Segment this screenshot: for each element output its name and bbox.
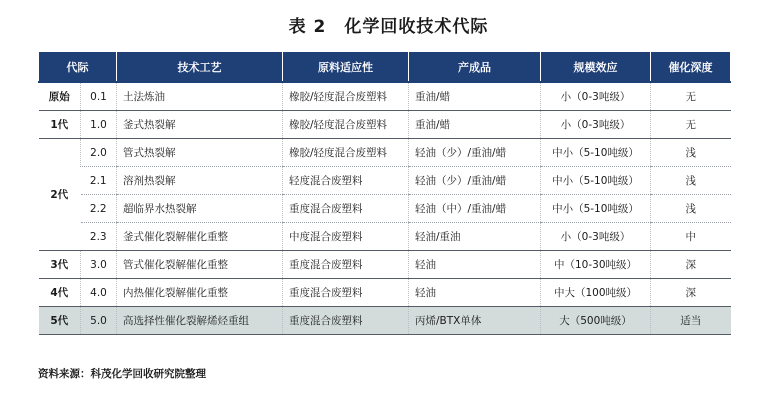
technology-cell: 釜式热裂解 <box>117 111 283 139</box>
product-cell: 轻油（少）/重油/蜡 <box>409 167 541 195</box>
header-material: 原料适应性 <box>283 52 409 82</box>
product-cell: 轻油（中）/重油/蜡 <box>409 195 541 223</box>
header-technology: 技术工艺 <box>117 52 283 82</box>
depth-cell: 深 <box>651 279 731 307</box>
scale-cell: 中小（5-10吨级） <box>541 167 651 195</box>
material-cell: 轻度混合废塑料 <box>283 167 409 195</box>
material-cell: 重度混合废塑料 <box>283 307 409 335</box>
generation-cell: 5代 <box>39 307 81 335</box>
table-row <box>39 82 731 111</box>
table-row <box>39 195 731 223</box>
table-row <box>39 111 731 139</box>
table-row <box>39 307 731 335</box>
material-cell: 橡胶/轻度混合废塑料 <box>283 111 409 139</box>
generation-cell: 4代 <box>39 279 81 307</box>
product-cell: 丙烯/BTX单体 <box>409 307 541 335</box>
product-cell: 重油/蜡 <box>409 82 541 111</box>
scale-cell: 中小（5-10吨级） <box>541 139 651 167</box>
material-cell: 中度混合废塑料 <box>283 223 409 251</box>
version-cell: 3.0 <box>81 251 117 279</box>
depth-cell: 浅 <box>651 195 731 223</box>
version-cell: 2.3 <box>81 223 117 251</box>
scale-cell: 大（500吨级） <box>541 307 651 335</box>
header-scale: 规模效应 <box>541 52 651 82</box>
technology-cell: 内热催化裂解催化重整 <box>117 279 283 307</box>
product-cell: 轻油/重油 <box>409 223 541 251</box>
depth-cell: 浅 <box>651 167 731 195</box>
scale-cell: 中小（5-10吨级） <box>541 195 651 223</box>
header-generation: 代际 <box>39 52 117 82</box>
version-cell: 4.0 <box>81 279 117 307</box>
material-cell: 橡胶/轻度混合废塑料 <box>283 139 409 167</box>
depth-cell: 深 <box>651 251 731 279</box>
product-cell: 重油/蜡 <box>409 111 541 139</box>
technology-generation-table <box>38 52 731 335</box>
scale-cell: 小（0-3吨级） <box>541 223 651 251</box>
version-cell: 5.0 <box>81 307 117 335</box>
generation-cell: 1代 <box>39 111 81 139</box>
product-cell: 轻油 <box>409 279 541 307</box>
technology-cell: 土法炼油 <box>117 82 283 111</box>
table-row <box>39 139 731 167</box>
scale-cell: 中（10-30吨级） <box>541 251 651 279</box>
technology-cell: 釜式催化裂解催化重整 <box>117 223 283 251</box>
scale-cell: 中大（100吨级） <box>541 279 651 307</box>
source-note: 资料来源：科茂化学回收研究院整理 <box>38 368 206 380</box>
version-cell: 0.1 <box>81 82 117 111</box>
table-row <box>39 251 731 279</box>
material-cell: 重度混合废塑料 <box>283 251 409 279</box>
version-cell: 2.1 <box>81 167 117 195</box>
technology-cell: 溶剂热裂解 <box>117 167 283 195</box>
technology-cell: 超临界水热裂解 <box>117 195 283 223</box>
version-cell: 1.0 <box>81 111 117 139</box>
technology-cell: 高选择性催化裂解烯烃重组 <box>117 307 283 335</box>
depth-cell: 浅 <box>651 139 731 167</box>
product-cell: 轻油 <box>409 251 541 279</box>
scale-cell: 小（0-3吨级） <box>541 111 651 139</box>
depth-cell: 无 <box>651 111 731 139</box>
generation-cell: 原始 <box>39 82 81 111</box>
generation-cell: 2代 <box>39 139 81 251</box>
table-row <box>39 223 731 251</box>
depth-cell: 适当 <box>651 307 731 335</box>
table-title: 表 2 化学回收技术代际 <box>288 17 489 37</box>
table-header-row <box>39 52 731 82</box>
material-cell: 橡胶/轻度混合废塑料 <box>283 82 409 111</box>
depth-cell: 无 <box>651 82 731 111</box>
material-cell: 重度混合废塑料 <box>283 279 409 307</box>
header-product: 产成品 <box>409 52 541 82</box>
technology-cell: 管式催化裂解催化重整 <box>117 251 283 279</box>
header-depth: 催化深度 <box>651 52 731 82</box>
scale-cell: 小（0-3吨级） <box>541 82 651 111</box>
technology-cell: 管式热裂解 <box>117 139 283 167</box>
material-cell: 重度混合废塑料 <box>283 195 409 223</box>
depth-cell: 中 <box>651 223 731 251</box>
generation-cell: 3代 <box>39 251 81 279</box>
product-cell: 轻油（少）/重油/蜡 <box>409 139 541 167</box>
version-cell: 2.2 <box>81 195 117 223</box>
table-row <box>39 279 731 307</box>
version-cell: 2.0 <box>81 139 117 167</box>
table-row <box>39 167 731 195</box>
